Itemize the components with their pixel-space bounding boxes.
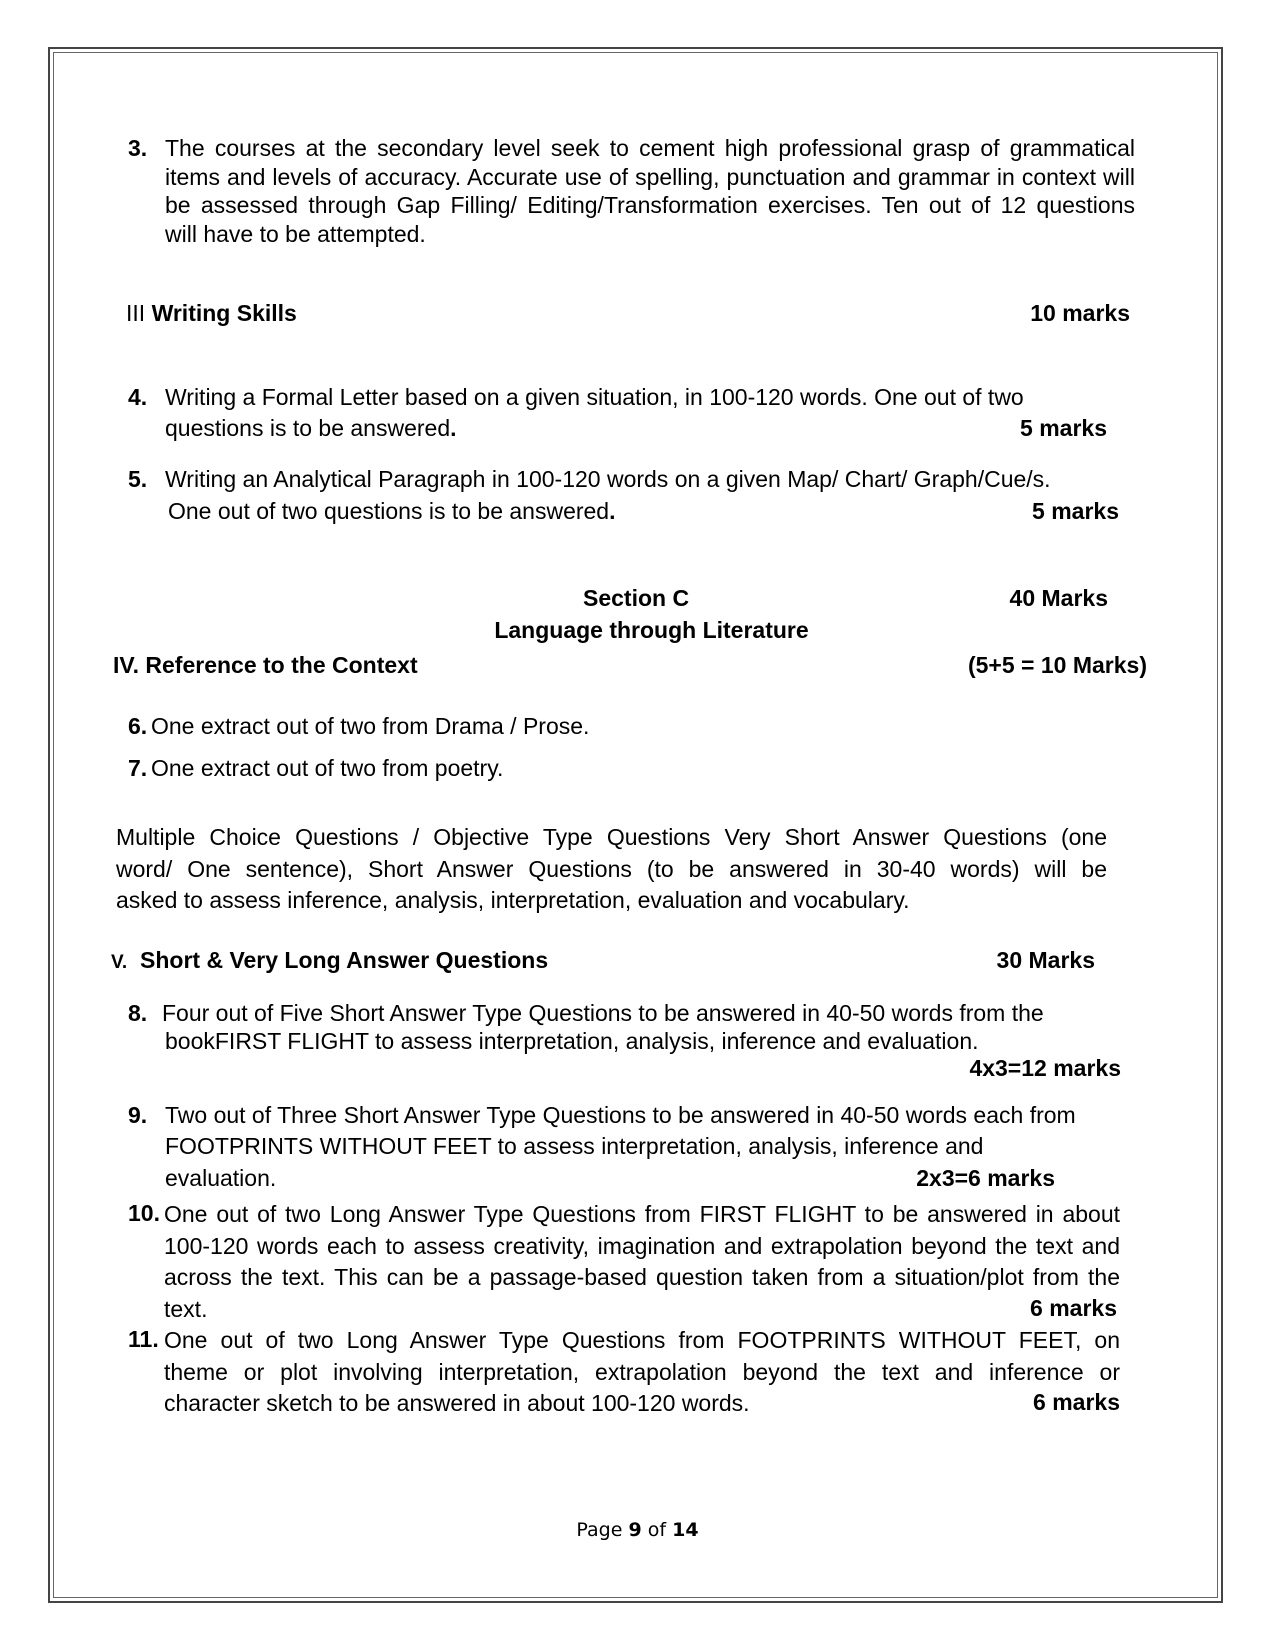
item-5-marks: 5 marks bbox=[1032, 498, 1119, 524]
mcq-line: asked to assess inference, analysis, interpretation, evaluation and vocabulary. bbox=[116, 887, 910, 913]
item-7-text: One extract out of two from poetry. bbox=[151, 755, 504, 781]
item-10-text bbox=[164, 1199, 1120, 1326]
item-4-number: 4. bbox=[128, 384, 148, 410]
section-3-title: Writing Skills bbox=[151, 300, 297, 326]
item-5-line-1: Writing an Analytical Paragraph in 100-120 words on a given Map/ Chart/ Graph/Cue/s. bbox=[165, 466, 1051, 492]
footer-prefix: Page bbox=[576, 1519, 629, 1541]
section-5-roman: V. bbox=[111, 952, 128, 973]
item-5-line-2 bbox=[168, 497, 616, 525]
section-4-title: Reference to the Context bbox=[145, 652, 418, 678]
footer-of: of bbox=[641, 1519, 673, 1541]
item-4-line-2-dot: . bbox=[450, 415, 457, 441]
mcq-line: Multiple Choice Questions / Objective Type Questions Very Short Answer Questions (one bbox=[116, 824, 1107, 850]
item-10-line: 100-120 words each to assess creativity, imagination and extrapolation beyond the text and bbox=[164, 1232, 1120, 1259]
section-4-heading bbox=[113, 651, 418, 679]
mcq-line: word/ One sentence), Short Answer Questions (to be answered in 30-40 words) will be bbox=[116, 855, 1107, 882]
item-10-line: across the text. This can be a passage-based question taken from a situation/plot from the bbox=[164, 1264, 1120, 1291]
item-8-line-2: bookFIRST FLIGHT to assess interpretation, analysis, inference and evaluation. bbox=[165, 1028, 979, 1054]
item-7-number: 7. bbox=[128, 755, 148, 781]
section-c-subtitle: Language through Literature bbox=[494, 617, 809, 643]
item-11-line-last: character sketch to be answered in about 100-120 words. bbox=[164, 1390, 750, 1416]
item-3-text bbox=[165, 134, 1135, 248]
item-8-marks: 4x3=12 marks bbox=[969, 1055, 1121, 1081]
item-9-line-3: evaluation. bbox=[165, 1165, 277, 1191]
item-5-line-2-text: One out of two questions is to be answered bbox=[168, 498, 610, 524]
item-6-number: 6. bbox=[128, 713, 148, 739]
item-8-number: 8. bbox=[128, 1000, 148, 1026]
item-9-number: 9. bbox=[128, 1102, 148, 1128]
item-5-number: 5. bbox=[128, 466, 148, 492]
item-3-line: items and levels of accuracy. Accurate use of spelling, punctuation and grammar in context will bbox=[165, 163, 1135, 190]
item-4-line-1: Writing a Formal Letter based on a given situation, in 100-120 words. One out of two bbox=[165, 384, 1024, 410]
section-4-roman: IV. bbox=[113, 652, 140, 678]
item-3-line: will have to be attempted. bbox=[165, 220, 426, 247]
item-11-line: One out of two Long Answer Type Questions from FOOTPRINTS WITHOUT FEET, on bbox=[164, 1327, 1120, 1353]
section-5-heading bbox=[111, 946, 548, 977]
item-3-number: 3. bbox=[128, 135, 148, 161]
section-5-marks: 30 Marks bbox=[996, 947, 1095, 973]
item-10-line: One out of two Long Answer Type Questions from FIRST FLIGHT to be answered in about bbox=[164, 1201, 1120, 1227]
item-10-number: 10. bbox=[128, 1200, 160, 1226]
item-6-text: One extract out of two from Drama / Prose. bbox=[151, 713, 590, 739]
footer-total-pages: 14 bbox=[672, 1519, 699, 1541]
footer-page-number: 9 bbox=[628, 1519, 642, 1541]
section-4-marks: (5+5 = 10 Marks) bbox=[967, 652, 1147, 678]
item-4-line-2 bbox=[165, 414, 457, 442]
mcq-paragraph bbox=[116, 822, 1107, 917]
section-c-title: Section C bbox=[583, 585, 690, 611]
item-9-line-2: FOOTPRINTS WITHOUT FEET to assess interpretation, analysis, inference and bbox=[165, 1133, 984, 1159]
item-11-marks: 6 marks bbox=[1033, 1389, 1120, 1415]
section-c-marks: 40 Marks bbox=[1009, 585, 1108, 611]
section-3-marks: 10 marks bbox=[1030, 300, 1130, 326]
item-3-line: be assessed through Gap Filling/ Editing/Transformation exercises. Ten out of 12 questions bbox=[165, 192, 1135, 218]
section-3-roman: III bbox=[126, 300, 146, 326]
section-5-title: Short & Very Long Answer Questions bbox=[140, 947, 549, 973]
item-9-marks: 2x3=6 marks bbox=[916, 1165, 1055, 1191]
item-11-number: 11. bbox=[128, 1326, 159, 1352]
item-11-text bbox=[164, 1325, 1120, 1420]
item-5-line-2-dot: . bbox=[609, 498, 616, 524]
section-3-heading bbox=[126, 299, 297, 327]
item-9-line-1: Two out of Three Short Answer Type Questions to be answered in 40-50 words each from bbox=[165, 1102, 1076, 1128]
item-3-line: The courses at the secondary level seek to cement high professional grasp of grammatical bbox=[165, 135, 1135, 161]
item-11-line: theme or plot involving interpretation, extrapolation beyond the text and inference or bbox=[164, 1358, 1120, 1385]
item-4-line-2-text: questions is to be answered bbox=[165, 415, 451, 441]
item-8-line-1: Four out of Five Short Answer Type Questions to be answered in 40-50 words from the bbox=[162, 1000, 1044, 1026]
page-footer bbox=[0, 1518, 1275, 1542]
item-4-marks: 5 marks bbox=[1020, 415, 1107, 441]
item-10-line-last: text. bbox=[164, 1296, 208, 1323]
item-10-marks: 6 marks bbox=[1030, 1295, 1117, 1321]
